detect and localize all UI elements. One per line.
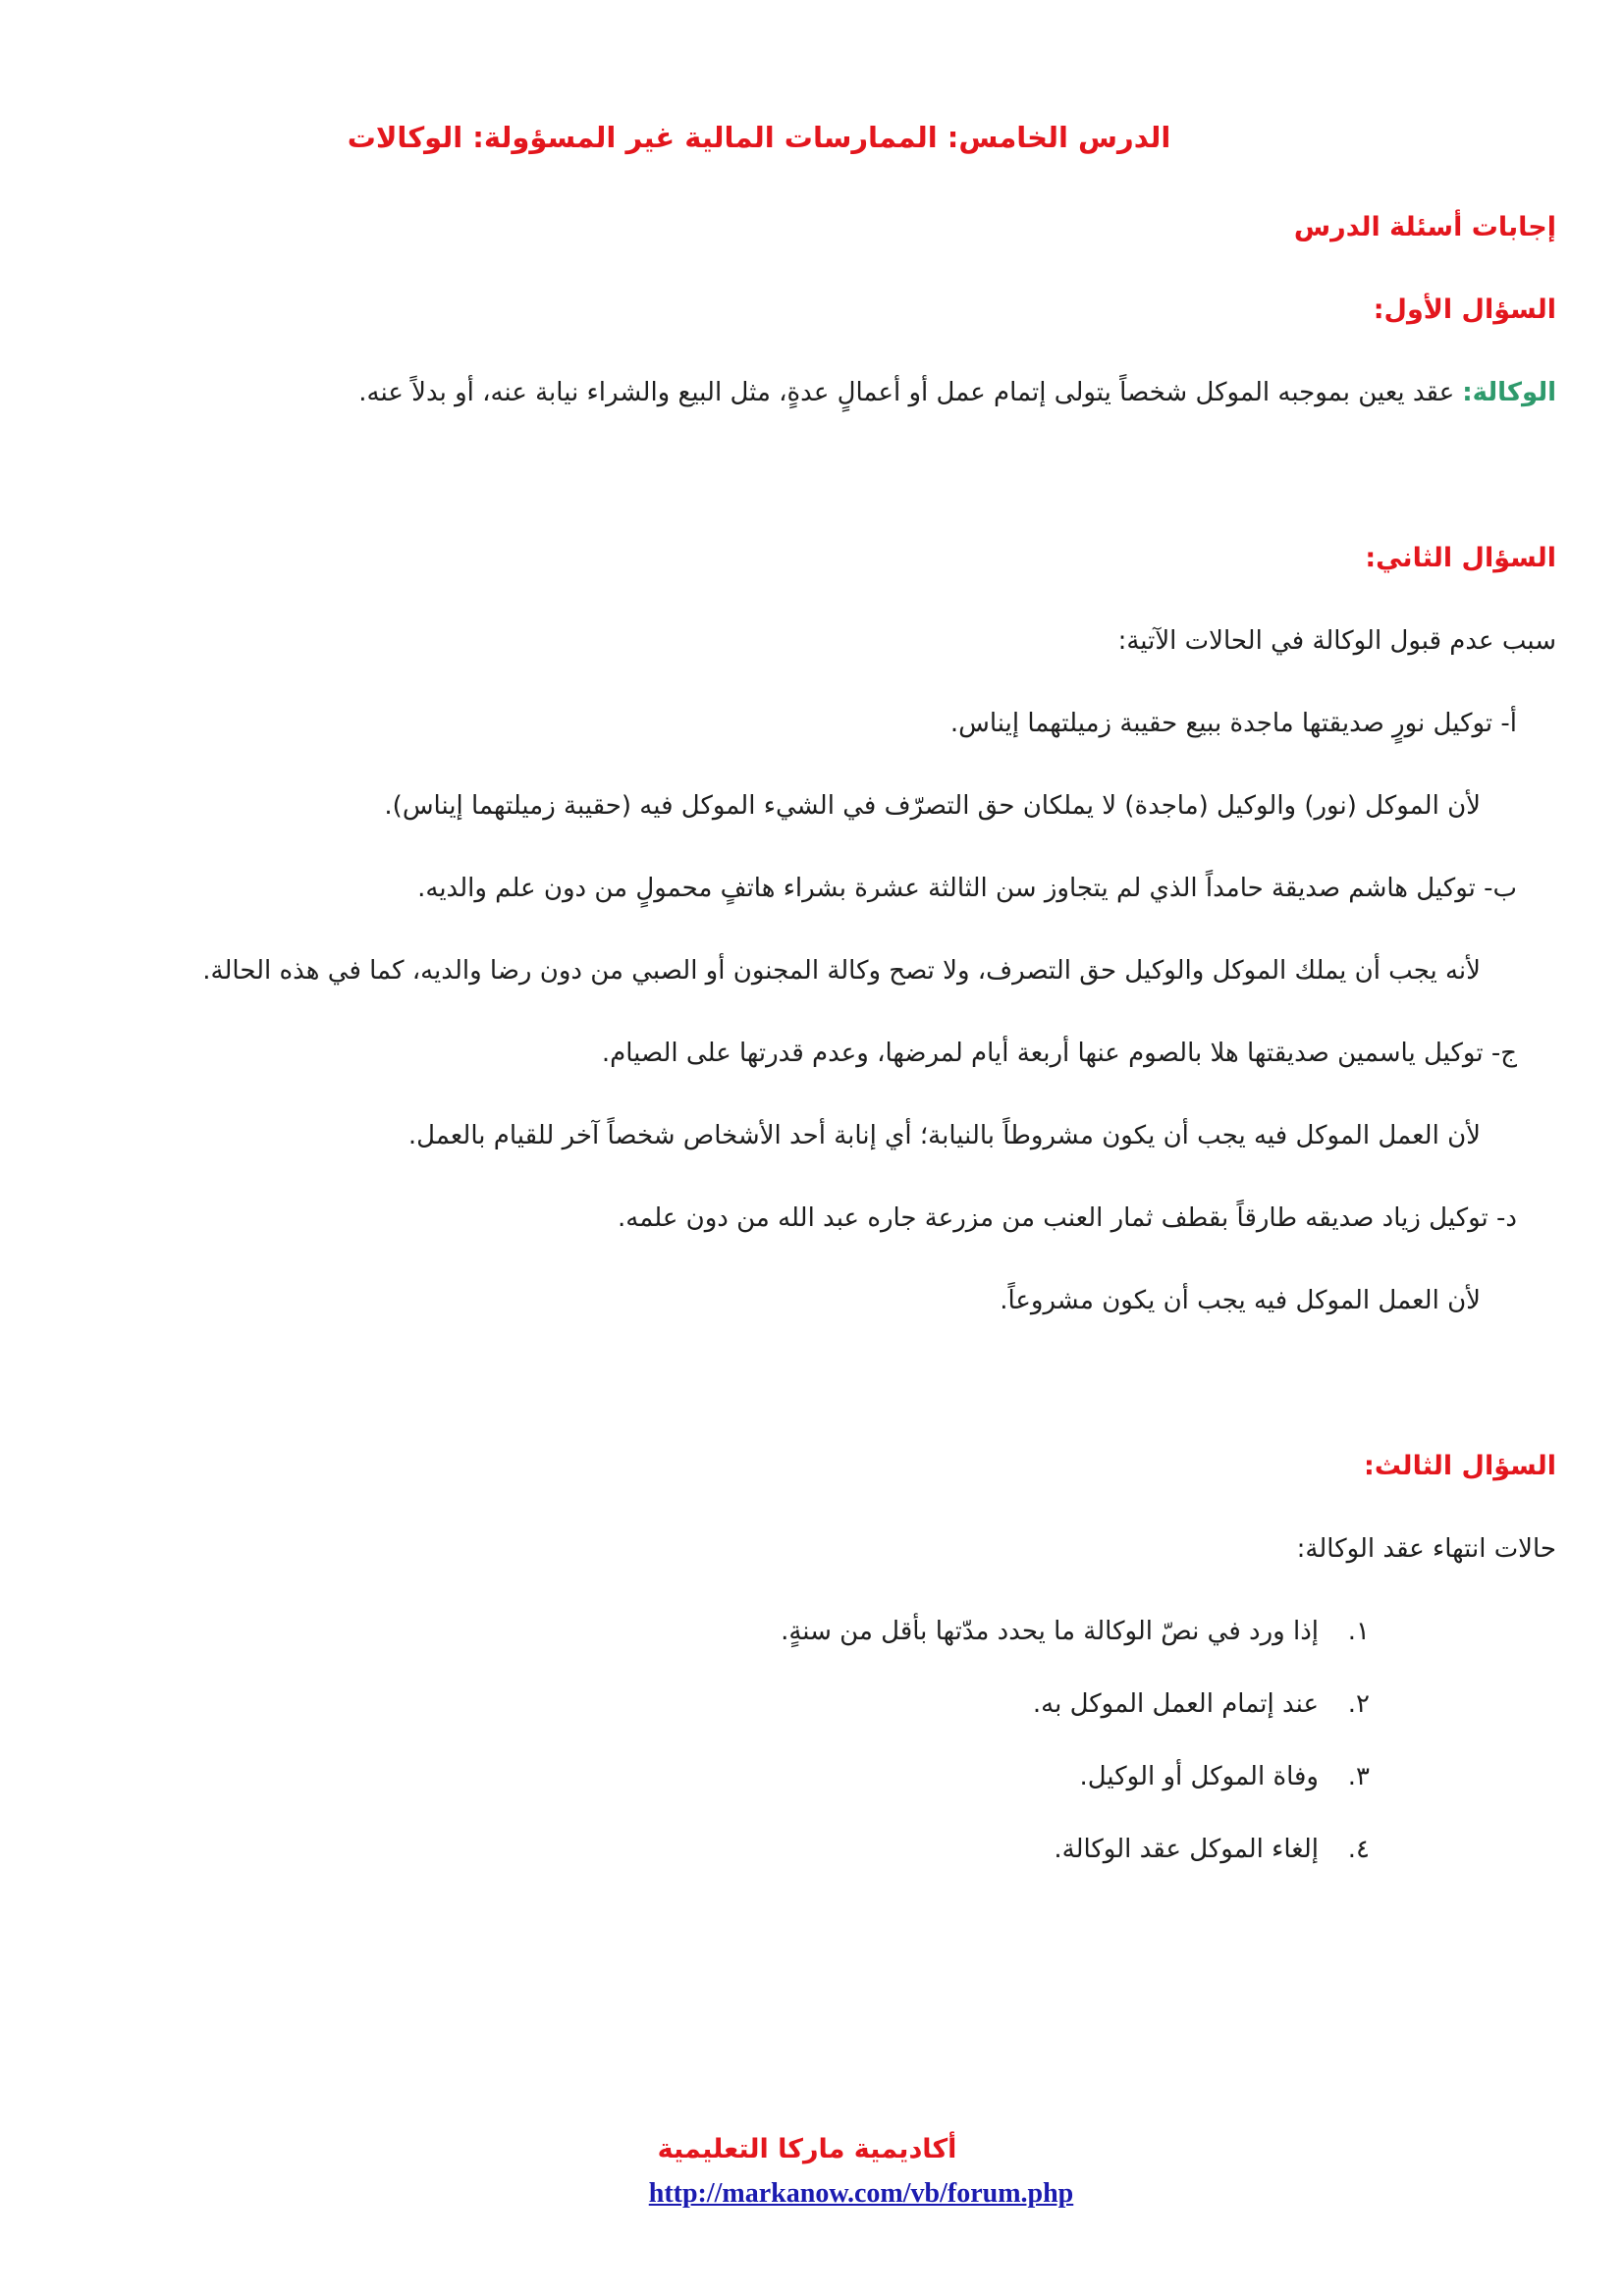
question2-heading: السؤال الثاني: xyxy=(1365,543,1556,573)
case-reason: لأن الموكل (نور) والوكيل (ماجدة) لا يملكان حق التصرّف في الشيء الموكل فيه (حقيبة زميلتهما إيناس). xyxy=(384,791,1481,821)
footer-forum-link[interactable]: http://markanow.com/vb/forum.php xyxy=(648,2178,1074,2209)
list-text: عند إتمام العمل الموكل به. xyxy=(1032,1689,1319,1719)
footer-academy-name: أكاديمية ماركا التعليمية xyxy=(657,2134,957,2164)
list-number: ٢. xyxy=(1347,1689,1370,1719)
list-item xyxy=(62,1611,1556,1652)
list-text: إذا ورد في نصّ الوكالة ما يحدد مدّتها بأقل من سنةٍ. xyxy=(781,1617,1319,1646)
case-reason: لأنه يجب أن يملك الموكل والوكيل حق التصرف، ولا تصح وكالة المجنون أو الصبي من دون رضا والديه، كما في هذه الحالة. xyxy=(202,956,1481,986)
case-item: ج- توكيل ياسمين صديقتها هلا بالصوم عنها أربعة أيام لمرضها، وعدم قدرتها على الصيام. xyxy=(601,1039,1517,1068)
list-item xyxy=(62,1683,1556,1725)
list-number: ٣. xyxy=(1347,1762,1370,1791)
list-number: ٤. xyxy=(1347,1835,1370,1864)
definition-term: الوكالة: xyxy=(1462,378,1556,407)
list-item xyxy=(62,1829,1556,1870)
footer-link-container xyxy=(98,2173,1624,2217)
list-text: إلغاء الموكل عقد الوكالة. xyxy=(1054,1835,1319,1864)
case-item: أ- توكيل نورٍ صديقتها ماجدة ببيع حقيبة زميلتهما إيناس. xyxy=(949,709,1517,738)
lesson-title: الدرس الخامس: الممارسات المالية غير المسؤولة: الوكالات xyxy=(347,121,1171,154)
list-text: وفاة الموكل أو الوكيل. xyxy=(1079,1762,1319,1791)
list-number: ١. xyxy=(1347,1617,1370,1646)
case-item: د- توكيل زياد صديقه طارقاً بقطف ثمار العنب من مزرعة جاره عبد الله من دون علمه. xyxy=(618,1203,1517,1233)
case-reason: لأن العمل الموكل فيه يجب أن يكون مشروطاً بالنيابة؛ أي إنابة أحد الأشخاص شخصاً آخر للقيام بالعمل. xyxy=(407,1121,1481,1150)
case-item: ب- توكيل هاشم صديقة حامداً الذي لم يتجاوز سن الثالثة عشرة بشراء هاتفٍ محمولٍ من دون علم والديه. xyxy=(417,874,1517,903)
list-item xyxy=(62,1756,1556,1797)
question3-intro: حالات انتهاء عقد الوكالة: xyxy=(1296,1534,1556,1564)
document-body xyxy=(62,116,1556,1870)
answers-heading: إجابات أسئلة الدرس xyxy=(1293,212,1556,242)
case-reason: لأن العمل الموكل فيه يجب أن يكون مشروعاً. xyxy=(1000,1286,1481,1315)
question2-intro: سبب عدم قبول الوكالة في الحالات الآتية: xyxy=(1117,626,1556,656)
question1-definition xyxy=(62,372,1556,413)
question1-heading: السؤال الأول: xyxy=(1373,294,1556,325)
question3-heading: السؤال الثالث: xyxy=(1364,1451,1556,1481)
definition-text: عقد يعين بموجبه الموكل شخصاً يتولى إتمام عمل أو أعمالٍ عدةٍ، مثل البيع والشراء نيابة عنه، أو بدلاً عنه. xyxy=(358,378,1455,407)
